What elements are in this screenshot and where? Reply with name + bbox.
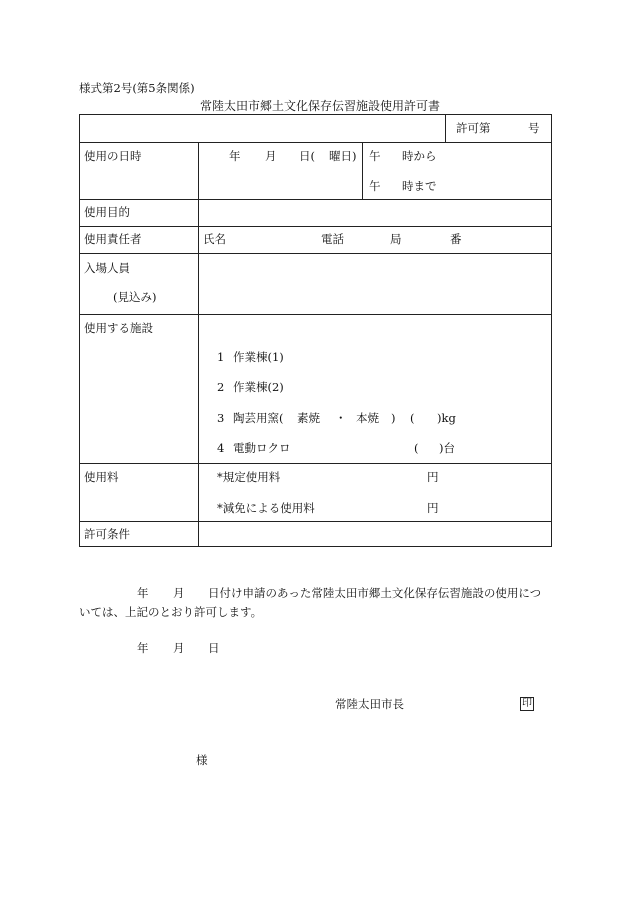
fee-regular-text: *規定使用料: [217, 470, 281, 484]
facility-4-unit: )台: [439, 441, 455, 455]
fee-label: 使用料: [84, 470, 119, 484]
facility-3-paren: (: [410, 411, 415, 425]
facility-3-opt2: 本焼: [356, 411, 379, 425]
facility-3-text: 陶芸用窯(: [233, 411, 284, 425]
signer-name: 常陸太田市長: [335, 697, 404, 711]
issue-day: 日: [208, 641, 220, 655]
facilities-label: 使用する施設: [84, 321, 153, 335]
facility-2-no: 2: [217, 380, 225, 394]
issue-month: 月: [173, 641, 185, 655]
attendees-sub: (見込み): [113, 290, 157, 304]
date-day: 日(: [299, 149, 315, 163]
facility-3-close: ): [391, 411, 396, 425]
facility-4-no: 4: [217, 441, 225, 455]
responsible-exchange: 局: [390, 232, 402, 246]
fee-regular-unit: 円: [427, 470, 439, 484]
purpose-label: 使用目的: [84, 205, 130, 219]
body-month: 月: [173, 586, 185, 600]
end-ampm: 午: [369, 179, 381, 193]
facility-2-text: 作業棟(2): [233, 380, 284, 394]
body-line-1: 日付け申請のあった常陸太田市郷土文化保存伝習施設の使用につ: [208, 586, 542, 600]
facility-3-dot: ・: [335, 411, 347, 425]
responsible-number: 番: [450, 232, 462, 246]
date-year: 年: [229, 149, 241, 163]
form-number: 様式第2号(第5条関係): [79, 81, 195, 95]
facility-1-no: 1: [217, 350, 225, 364]
recipient-honorific: 様: [196, 753, 208, 767]
page-title: 常陸太田市郷土文化保存伝習施設使用許可書: [200, 99, 441, 113]
permit-number-label: 許可第: [456, 121, 491, 135]
facility-1-text: 作業棟(1): [233, 350, 284, 364]
issue-year: 年: [137, 641, 149, 655]
attendees-label: 入場人員: [84, 261, 130, 275]
responsible-name: 氏名: [203, 232, 226, 246]
permit-number-suffix: 号: [528, 121, 540, 135]
facility-3-no: 3: [217, 411, 225, 425]
date-weekday: 曜日): [329, 149, 357, 163]
datetime-label: 使用の日時: [84, 149, 142, 163]
responsible-label: 使用責任者: [84, 232, 142, 246]
conditions-label: 許可条件: [84, 527, 130, 541]
body-line-2: いては、上記のとおり許可します。: [79, 605, 263, 619]
facility-4-paren: (: [414, 441, 419, 455]
start-time: 時から: [402, 149, 437, 163]
fee-reduced-text: *減免による使用料: [217, 501, 315, 515]
facility-3-opt1: 素焼: [297, 411, 320, 425]
fee-reduced-unit: 円: [427, 501, 439, 515]
start-ampm: 午: [369, 149, 381, 163]
responsible-phone: 電話: [321, 232, 344, 246]
end-time: 時まで: [402, 179, 437, 193]
facility-3-unit: )kg: [437, 411, 456, 425]
facility-4-text: 電動ロクロ: [233, 441, 291, 455]
body-year: 年: [137, 586, 149, 600]
seal-box: 印: [522, 698, 532, 709]
date-month: 月: [265, 149, 277, 163]
